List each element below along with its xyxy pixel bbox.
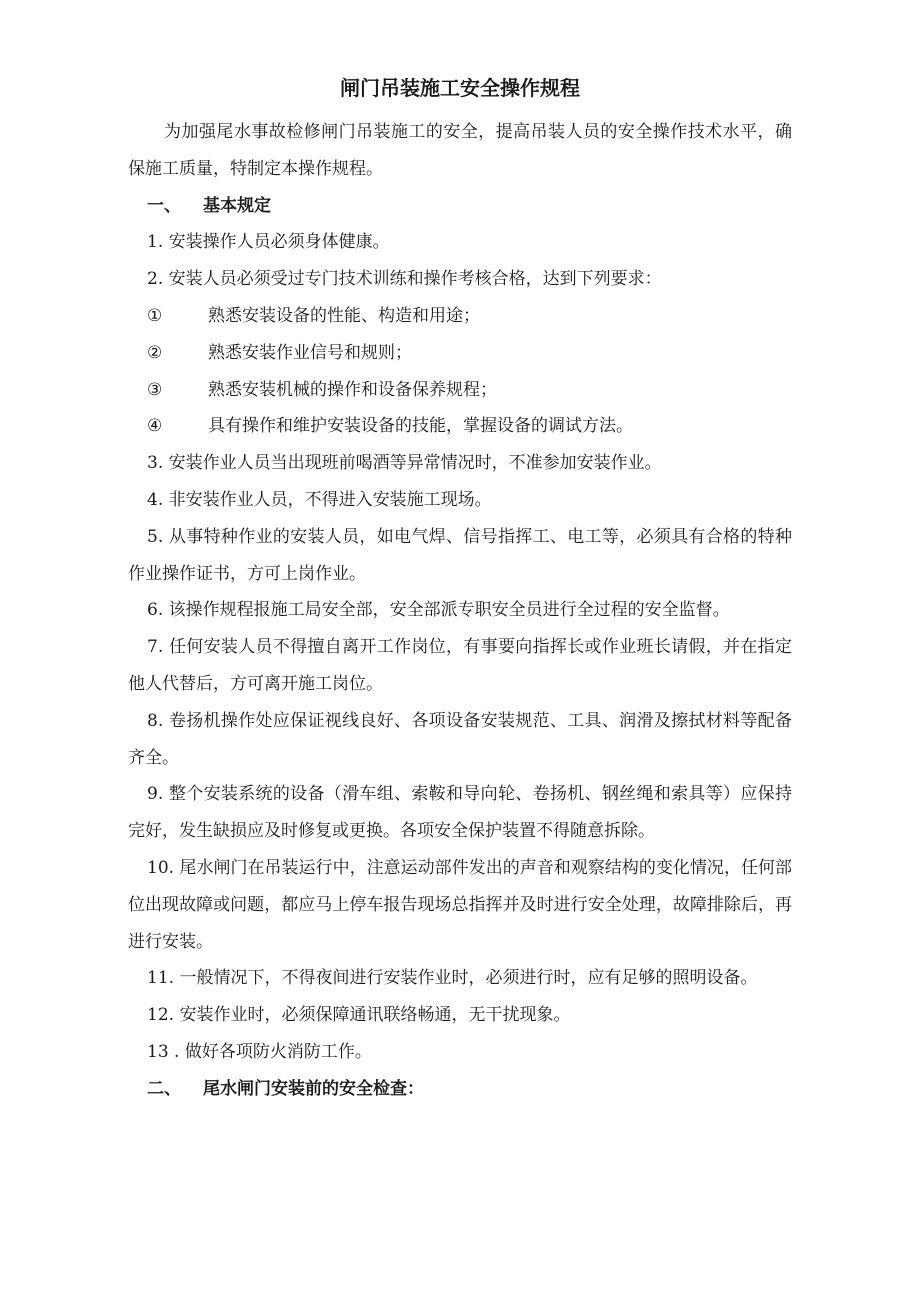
section-title: 基本规定: [203, 195, 271, 216]
section-title: 尾水闸门安装前的安全检查：: [203, 1078, 424, 1099]
section-heading-basic-rules: [128, 188, 792, 225]
requirement-text: 熟悉安装机械的操作和设备保养规程；: [208, 379, 497, 400]
list-item-9: 9. 整个安装系统的设备（滑车组、索鞍和导向轮、卷扬机、钢丝绳和索具等）应保持完好，发生缺损应及时修复或更换。各项安全保护装置不得随意拆除。: [128, 784, 792, 842]
list-item-3: 3. 安装作业人员当出现班前喝酒等异常情况时，不准参加安装作业。: [147, 453, 662, 474]
requirement-item-3: [128, 372, 792, 409]
requirement-number: ②: [147, 342, 163, 363]
requirement-text: 具有操作和维护安装设备的技能，掌握设备的调试方法。: [208, 416, 633, 437]
list-item-12: 12. 安装作业时，必须保障通讯联络畅通，无干扰现象。: [147, 1005, 571, 1026]
requirement-number: ④: [147, 416, 163, 437]
requirement-number: ①: [147, 305, 163, 326]
requirement-text: 熟悉安装作业信号和规则；: [208, 342, 412, 363]
list-item-5: 5. 从事特种作业的安装人员，如电气焊、信号指挥工、电工等，必须具有合格的特种作业操作证书，方可上岗作业。: [128, 526, 792, 584]
requirement-item-2: [128, 335, 792, 372]
section-heading-pre-install-check: [128, 1071, 792, 1108]
list-item-2: 2. 安装人员必须受过专门技术训练和操作考核合格，达到下列要求：: [147, 269, 662, 290]
list-item-1: 1. 安装操作人员必须身体健康。: [147, 232, 390, 253]
list-item-10: 10. 尾水闸门在吊装运行中，注意运动部件发出的声音和观察结构的变化情况，任何部位出现故障或问题，都应马上停车报告现场总指挥并及时进行安全处理，故障排除后，再进行安装。: [128, 857, 792, 952]
requirement-number: ③: [147, 379, 163, 400]
section-number: 一、: [147, 195, 181, 216]
document-body: [128, 114, 792, 1108]
intro-paragraph: 为加强尾水事故检修闸门吊装施工的安全，提高吊装人员的安全操作技术水平，确保施工质量，特制定本操作规程。: [128, 122, 792, 179]
requirement-item-1: [128, 298, 792, 335]
section-number: 二、: [147, 1078, 181, 1099]
requirement-text: 熟悉安装设备的性能、构造和用途；: [208, 305, 480, 326]
document-title: 闸门吊装施工安全操作规程: [340, 76, 580, 100]
list-item-6: 6. 该操作规程报施工局安全部，安全部派专职安全员进行全过程的安全监督。: [147, 600, 730, 621]
list-item-7: 7. 任何安装人员不得擅自离开工作岗位，有事要向指挥长或作业班长请假，并在指定他人代替后，方可离开施工岗位。: [128, 637, 792, 694]
requirement-item-4: [128, 408, 792, 445]
list-item-13: 13 . 做好各项防火消防工作。: [147, 1041, 372, 1062]
list-item-4: 4. 非安装作业人员，不得进入安装施工现场。: [147, 489, 492, 510]
list-item-11: 11. 一般情况下，不得夜间进行安装作业时，必须进行时，应有足够的照明设备。: [147, 968, 758, 989]
list-item-8: 8. 卷扬机操作处应保证视线良好、各项设备安装规范、工具、润滑及擦拭材料等配备齐全。: [128, 710, 792, 768]
